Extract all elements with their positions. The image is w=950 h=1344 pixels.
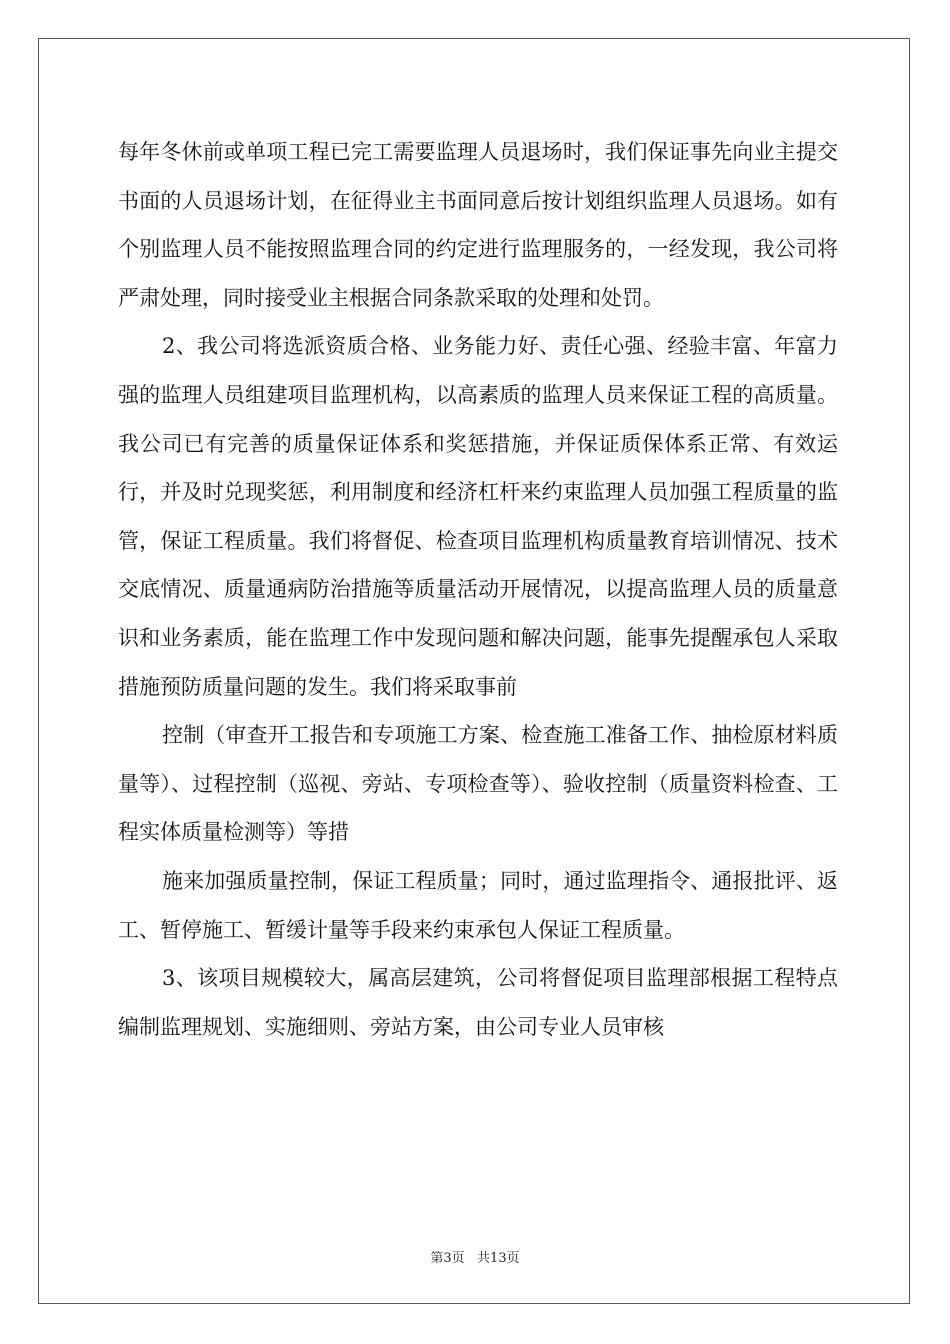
page-number-footer: 第3页 共13页 [430,1251,520,1266]
paragraph-4: 施来加强质量控制，保证工程质量；同时，通过监理指令、通报批评、返工、暂停施工、暂缓计量等手段来约束承包人保证工程质量。 [118,868,838,942]
paragraph-1: 每年冬休前或单项工程已完工需要监理人员退场时，我们保证事先向业主提交书面的人员退场计划，在征得业主书面同意后按计划组织监理人员退场。如有个别监理人员不能按照监理合同的约定进行监理服务的，一经发现，我公司将严肃处理，同时接受业主根据合同条款采取的处理和处罚。 [118,140,838,310]
paragraph-3: 控制（审查开工报告和专项施工方案、检查施工准备工作、抽检原材料质量等）、过程控制（巡视、旁站、专项检查等）、验收控制（质量资料检查、工程实体质量检测等）等措 [118,723,838,845]
paragraph-2: 2、我公司将选派资质合格、业务能力好、责任心强、经验丰富、年富力强的监理人员组建项目监理机构，以高素质的监理人员来保证工程的高质量。我公司已有完善的质量保证体系和奖惩措施，并保证质保体系正常、有效运行，并及时兑现奖惩，利用制度和经济杠杆来约束监理人员加强工程质量的监管，保证工程质量。我们将督促、检查项目监理机构质量教育培训情况、技术交底情况、质量通病防治措施等质量活动开展情况，以提高监理人员的质量意识和业务素质，能在监理工作中发现问题和解决问题，能事先提醒承包人采取措施预防质量问题的发生。我们将采取事前 [118,334,838,699]
document-body [118,128,838,1051]
paragraph-5: 3、该项目规模较大，属高层建筑，公司将督促项目监理部根据工程特点编制监理规划、实施细则、旁站方案，由公司专业人员审核 [118,966,838,1039]
